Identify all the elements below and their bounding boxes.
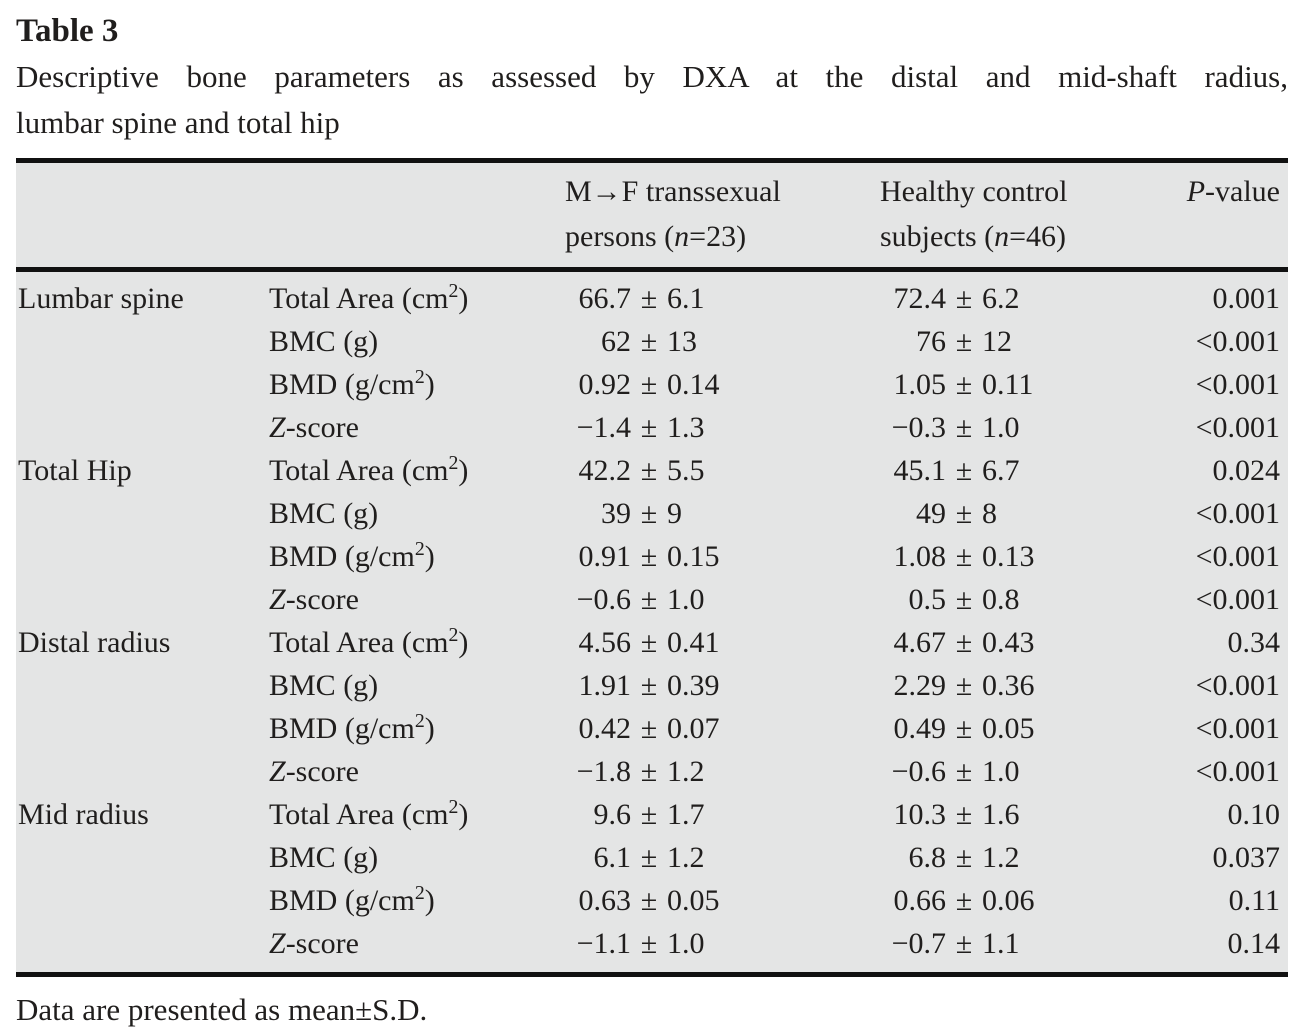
plus-minus-sign: ±: [640, 325, 658, 358]
plus-minus-sign: ±: [640, 755, 658, 788]
value-aligned: [880, 707, 1170, 750]
control-value-cell: [880, 535, 1170, 578]
p-value-cell: <0.001: [1195, 755, 1280, 788]
plus-minus-sign: ±: [640, 282, 658, 315]
value-aligned: [565, 492, 880, 535]
plus-minus-sign: ±: [640, 841, 658, 874]
mean-value: 62: [601, 325, 631, 358]
value-aligned: [565, 707, 880, 750]
plus-minus-sign: ±: [955, 411, 973, 444]
row-param-label: BMC (g): [269, 325, 379, 358]
header-text: =46): [1009, 220, 1067, 253]
row-param-label: Z-score: [269, 927, 359, 960]
table-row: [16, 750, 1288, 793]
superscript-2: 2: [448, 452, 459, 475]
value-aligned: [565, 922, 880, 965]
column-header-pvalue: [1170, 161, 1288, 270]
plus-minus-sign: ±: [640, 540, 658, 573]
mean-value: −1.1: [576, 927, 631, 960]
column-header-transsexual-line2: [565, 214, 880, 259]
transsexual-value-cell: [565, 793, 880, 836]
sd-value: 0.39: [667, 669, 720, 702]
plus-minus-sign: ±: [955, 325, 973, 358]
plus-minus-sign: ±: [640, 884, 658, 917]
value-aligned: [880, 277, 1170, 320]
value-aligned: [565, 836, 880, 879]
value-aligned: [880, 836, 1170, 879]
sd-value: 0.13: [982, 540, 1035, 573]
value-aligned: [565, 406, 880, 449]
sd-value: 0.06: [982, 884, 1035, 917]
table-row: [16, 922, 1288, 975]
mean-value: 6.8: [908, 841, 946, 874]
row-param-label: Z-score: [269, 411, 359, 444]
row-param-label: Z-score: [269, 755, 359, 788]
italic-p: P: [1186, 175, 1206, 208]
superscript-2: 2: [448, 280, 459, 303]
plus-minus-sign: ±: [640, 368, 658, 401]
column-header-transsexual: [565, 161, 880, 270]
control-value-cell: [880, 320, 1170, 363]
sd-value: 13: [667, 325, 697, 358]
table-row: [16, 879, 1288, 922]
italic-z: Z: [269, 927, 286, 960]
italic-z: Z: [269, 583, 286, 616]
row-group-label: Distal radius: [18, 626, 171, 659]
sd-value: 0.8: [982, 583, 1020, 616]
value-aligned: [565, 535, 880, 578]
sd-value: 6.1: [667, 282, 705, 315]
value-aligned: [880, 879, 1170, 922]
p-value-cell: 0.037: [1212, 841, 1280, 874]
plus-minus-sign: ±: [640, 927, 658, 960]
plus-minus-sign: ±: [955, 368, 973, 401]
mean-value: 6.1: [593, 841, 631, 874]
control-value-cell: [880, 363, 1170, 406]
value-aligned: [565, 879, 880, 922]
plus-minus-sign: ±: [640, 454, 658, 487]
value-aligned: [880, 664, 1170, 707]
row-group-label: [16, 879, 269, 922]
row-param-label: Total Area $(cm^2)$: [269, 452, 469, 487]
table-caption-line-1: Descriptive bone parameters as assessed by DXA at the distal and mid-shaft radius,: [16, 59, 1288, 94]
sd-value: 1.6: [982, 798, 1020, 831]
mean-value: 4.67: [893, 626, 946, 659]
mean-value: 0.63: [578, 884, 631, 917]
row-group-label: Total Hip: [18, 454, 132, 487]
table-row: [16, 449, 1288, 492]
header-text: =23): [689, 220, 747, 253]
row-group-label: [16, 836, 269, 879]
sd-value: 1.7: [667, 798, 705, 831]
transsexual-value-cell: [565, 707, 880, 750]
control-value-cell: [880, 707, 1170, 750]
sd-value: 1.0: [667, 583, 705, 616]
plus-minus-sign: ±: [955, 884, 973, 917]
row-param-label: Z-score: [269, 583, 359, 616]
mean-value: −0.7: [891, 927, 946, 960]
plus-minus-sign: ±: [640, 626, 658, 659]
mean-value: 10.3: [893, 798, 946, 831]
plus-minus-sign: ±: [640, 583, 658, 616]
row-group-label: [16, 406, 269, 449]
sd-value: 0.15: [667, 540, 720, 573]
header-row: [16, 161, 1288, 270]
mean-value: −0.6: [576, 583, 631, 616]
row-group-label: [16, 363, 269, 406]
transsexual-value-cell: [565, 492, 880, 535]
value-aligned: [880, 449, 1170, 492]
row-group-label: [16, 492, 269, 535]
sd-value: 0.14: [667, 368, 720, 401]
mean-value: 0.42: [578, 712, 631, 745]
value-aligned: [565, 320, 880, 363]
transsexual-value-cell: [565, 879, 880, 922]
value-aligned: [880, 320, 1170, 363]
sd-value: 1.0: [982, 755, 1020, 788]
superscript-2: 2: [448, 624, 459, 647]
control-value-cell: [880, 879, 1170, 922]
sd-value: 1.0: [667, 927, 705, 960]
plus-minus-sign: ±: [955, 755, 973, 788]
mean-value: 1.05: [893, 368, 946, 401]
table-row: [16, 621, 1288, 664]
transsexual-value-cell: [565, 922, 880, 975]
plus-minus-sign: ±: [640, 712, 658, 745]
plus-minus-sign: ±: [955, 927, 973, 960]
italic-z: Z: [269, 755, 286, 788]
value-aligned: [565, 578, 880, 621]
p-value-cell: 0.34: [1227, 626, 1280, 659]
superscript-2: 2: [414, 710, 425, 733]
plus-minus-sign: ±: [640, 798, 658, 831]
transsexual-value-cell: [565, 270, 880, 321]
value-aligned: [880, 793, 1170, 836]
header-text: persons (: [565, 220, 675, 253]
row-group-label: [16, 707, 269, 750]
value-aligned: [880, 578, 1170, 621]
p-value-cell: 0.024: [1212, 454, 1280, 487]
mean-value: 39: [601, 497, 631, 530]
row-param-label: BMC (g): [269, 669, 379, 702]
row-group-label: Lumbar spine: [18, 282, 184, 315]
row-param-label: Total Area $(cm^2)$: [269, 624, 469, 659]
p-value-cell: <0.001: [1195, 411, 1280, 444]
sd-value: 1.1: [982, 927, 1020, 960]
transsexual-value-cell: [565, 320, 880, 363]
row-group-label: [16, 750, 269, 793]
superscript-2: 2: [414, 366, 425, 389]
transsexual-value-cell: [565, 664, 880, 707]
table-row: [16, 707, 1288, 750]
superscript-2: 2: [414, 882, 425, 905]
value-aligned: [880, 922, 1170, 965]
italic-n: n: [994, 220, 1010, 253]
p-value-cell: <0.001: [1195, 325, 1280, 358]
table-body: [16, 270, 1288, 975]
p-value-cell: 0.001: [1212, 282, 1280, 315]
sd-value: 0.36: [982, 669, 1035, 702]
data-table: [16, 158, 1288, 977]
control-value-cell: [880, 270, 1170, 321]
column-header-transsexual-line1: M→F transsexual: [565, 175, 781, 208]
mean-value: 76: [916, 325, 946, 358]
transsexual-value-cell: [565, 363, 880, 406]
p-value-cell: <0.001: [1195, 497, 1280, 530]
sd-value: 0.11: [982, 368, 1034, 401]
p-value-cell: <0.001: [1195, 669, 1280, 702]
value-aligned: [565, 750, 880, 793]
row-param-label: Total Area $(cm^2)$: [269, 280, 469, 315]
sd-value: 9: [667, 497, 682, 530]
p-value-cell: <0.001: [1195, 583, 1280, 616]
mean-value: −0.3: [891, 411, 946, 444]
value-aligned: [565, 363, 880, 406]
mean-value: −1.4: [576, 411, 631, 444]
plus-minus-sign: ±: [640, 411, 658, 444]
p-value-cell: 0.10: [1227, 798, 1280, 831]
sd-value: 1.2: [667, 755, 705, 788]
value-aligned: [880, 492, 1170, 535]
table-caption: [16, 54, 1288, 146]
transsexual-value-cell: [565, 535, 880, 578]
mean-value: 66.7: [578, 282, 631, 315]
table-row: [16, 363, 1288, 406]
sd-value: 5.5: [667, 454, 705, 487]
table-row: [16, 836, 1288, 879]
plus-minus-sign: ±: [955, 712, 973, 745]
row-group-label: [16, 535, 269, 578]
mean-value: −0.6: [891, 755, 946, 788]
table-header: [16, 161, 1288, 270]
plus-minus-sign: ±: [955, 583, 973, 616]
sd-value: 12: [982, 325, 1012, 358]
header-text: -value: [1205, 175, 1280, 208]
row-group-label: [16, 578, 269, 621]
control-value-cell: [880, 793, 1170, 836]
p-value-cell: 0.14: [1227, 927, 1280, 960]
control-value-cell: [880, 922, 1170, 975]
row-param-label: BMC (g): [269, 497, 379, 530]
value-aligned: [565, 793, 880, 836]
table-caption-line-2: lumbar spine and total hip: [16, 105, 340, 140]
mean-value: 0.49: [893, 712, 946, 745]
p-value-cell: <0.001: [1195, 540, 1280, 573]
italic-n: n: [674, 220, 690, 253]
sd-value: 6.7: [982, 454, 1020, 487]
value-aligned: [565, 449, 880, 492]
italic-z: Z: [269, 411, 286, 444]
column-header-control-line2: [880, 214, 1170, 259]
row-param-label: BMC (g): [269, 841, 379, 874]
transsexual-value-cell: [565, 621, 880, 664]
table-container: [16, 158, 1288, 977]
control-value-cell: [880, 664, 1170, 707]
table-row: [16, 664, 1288, 707]
mean-value: 45.1: [893, 454, 946, 487]
header-text: subjects (: [880, 220, 995, 253]
sd-value: 8: [982, 497, 997, 530]
transsexual-value-cell: [565, 406, 880, 449]
table-row: [16, 270, 1288, 321]
mean-value: 49: [916, 497, 946, 530]
value-aligned: [880, 621, 1170, 664]
control-value-cell: [880, 449, 1170, 492]
row-param-label: Total Area $(cm^2)$: [269, 796, 469, 831]
value-aligned: [565, 277, 880, 320]
transsexual-value-cell: [565, 750, 880, 793]
table-row: [16, 406, 1288, 449]
sd-value: 0.41: [667, 626, 720, 659]
transsexual-value-cell: [565, 836, 880, 879]
value-aligned: [880, 363, 1170, 406]
control-value-cell: [880, 836, 1170, 879]
plus-minus-sign: ±: [955, 841, 973, 874]
row-group-label: [16, 922, 269, 975]
plus-minus-sign: ±: [955, 540, 973, 573]
p-value-cell: <0.001: [1195, 368, 1280, 401]
value-aligned: [880, 750, 1170, 793]
value-aligned: [565, 664, 880, 707]
table-row: [16, 492, 1288, 535]
row-group-label: [16, 320, 269, 363]
plus-minus-sign: ±: [955, 626, 973, 659]
control-value-cell: [880, 578, 1170, 621]
sd-value: 0.07: [667, 712, 720, 745]
plus-minus-sign: ±: [955, 454, 973, 487]
table-row: [16, 535, 1288, 578]
sd-value: 1.2: [667, 841, 705, 874]
row-param-label: BMD $(g/cm^2)$: [269, 882, 435, 917]
sd-value: 0.43: [982, 626, 1035, 659]
mean-value: 0.66: [893, 884, 946, 917]
mean-value: 0.92: [578, 368, 631, 401]
mean-value: −1.8: [576, 755, 631, 788]
p-value-cell: 0.11: [1228, 884, 1280, 917]
mean-value: 2.29: [893, 669, 946, 702]
control-value-cell: [880, 492, 1170, 535]
column-header-control: [880, 161, 1170, 270]
table-title: Table 3: [16, 13, 119, 49]
mean-value: 1.91: [578, 669, 631, 702]
value-aligned: [880, 535, 1170, 578]
sd-value: 1.3: [667, 411, 705, 444]
plus-minus-sign: ±: [955, 669, 973, 702]
table-row: [16, 578, 1288, 621]
superscript-2: 2: [448, 796, 459, 819]
plus-minus-sign: ±: [955, 798, 973, 831]
sd-value: 0.05: [982, 712, 1035, 745]
control-value-cell: [880, 621, 1170, 664]
value-aligned: [565, 621, 880, 664]
column-header-control-line1: Healthy control: [880, 175, 1068, 208]
plus-minus-sign: ±: [640, 497, 658, 530]
p-value-cell: <0.001: [1195, 712, 1280, 745]
table-footnote: Data are presented as mean±S.D.: [16, 992, 428, 1027]
table-row: [16, 320, 1288, 363]
header-param-spacer: [269, 161, 565, 270]
control-value-cell: [880, 750, 1170, 793]
row-group-label: Mid radius: [18, 798, 149, 831]
plus-minus-sign: ±: [955, 497, 973, 530]
sd-value: 6.2: [982, 282, 1020, 315]
plus-minus-sign: ±: [955, 282, 973, 315]
mean-value: 72.4: [893, 282, 946, 315]
row-param-label: BMD $(g/cm^2)$: [269, 366, 435, 401]
row-group-label: [16, 664, 269, 707]
transsexual-value-cell: [565, 449, 880, 492]
transsexual-value-cell: [565, 578, 880, 621]
mean-value: 9.6: [593, 798, 631, 831]
mean-value: 1.08: [893, 540, 946, 573]
value-aligned: [880, 406, 1170, 449]
sd-value: 0.05: [667, 884, 720, 917]
mean-value: 4.56: [578, 626, 631, 659]
mean-value: 0.5: [908, 583, 946, 616]
mean-value: 42.2: [578, 454, 631, 487]
row-param-label: BMD $(g/cm^2)$: [269, 538, 435, 573]
control-value-cell: [880, 406, 1170, 449]
superscript-2: 2: [414, 538, 425, 561]
sd-value: 1.0: [982, 411, 1020, 444]
row-param-label: BMD $(g/cm^2)$: [269, 710, 435, 745]
plus-minus-sign: ±: [640, 669, 658, 702]
table-row: [16, 793, 1288, 836]
mean-value: 0.91: [578, 540, 631, 573]
sd-value: 1.2: [982, 841, 1020, 874]
header-group-spacer: [16, 161, 269, 270]
